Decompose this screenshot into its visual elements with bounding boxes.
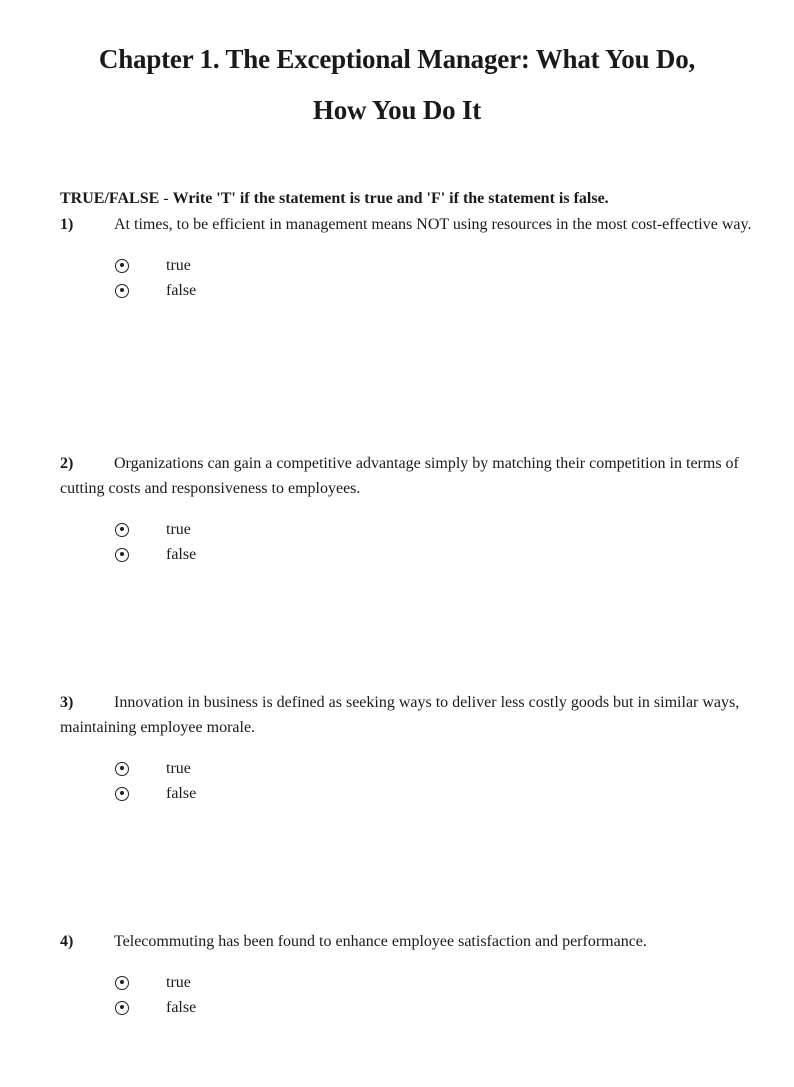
option-label: true [166,520,191,538]
option-label: true [166,759,191,777]
answer-options [60,970,760,1020]
question-1 [60,212,760,303]
option-label: true [166,256,191,274]
answer-options [60,756,760,806]
page-subtitle: How You Do It [312,95,482,125]
option-label: false [166,998,197,1016]
question-text [60,690,760,740]
question-2 [60,451,760,567]
instructions-type: TRUE/FALSE [60,190,160,207]
question-number: 4) [60,933,74,950]
option-true[interactable] [60,253,760,278]
instructions-text: Write 'T' if the statement is true and 'F' if the statement is false. [172,190,609,207]
radio-button-icon[interactable] [115,1001,129,1015]
option-label: false [166,784,197,802]
question-text [60,212,760,237]
option-false[interactable] [60,781,760,806]
radio-button-icon[interactable] [115,284,129,298]
option-true[interactable] [60,970,760,995]
question-statement: Telecommuting has been found to enhance employee satisfaction and performance. [114,933,647,950]
radio-button-icon[interactable] [115,976,129,990]
question-text [60,451,760,501]
answer-options [60,517,760,567]
radio-button-icon[interactable] [115,762,129,776]
instructions [60,190,609,208]
question-statement: At times, to be efficient in management means NOT using resources in the most cost-effective way. [114,216,752,233]
option-label: false [166,281,197,299]
question-text [60,929,760,954]
option-false[interactable] [60,278,760,303]
instructions-separator: - [159,190,173,207]
radio-button-icon[interactable] [115,787,129,801]
question-number: 2) [60,455,74,472]
radio-button-icon[interactable] [115,548,129,562]
question-statement: Innovation in business is defined as seeking ways to deliver less costly goods but in similar ways, maintaining employee morale. [60,694,740,736]
page-title: Chapter 1. The Exceptional Manager: What You Do, [98,44,696,74]
option-true[interactable] [60,517,760,542]
option-false[interactable] [60,542,760,567]
radio-button-icon[interactable] [115,259,129,273]
answer-options [60,253,760,303]
question-4 [60,929,760,1020]
option-label: false [166,545,197,563]
question-number: 3) [60,694,74,711]
option-false[interactable] [60,995,760,1020]
option-true[interactable] [60,756,760,781]
question-statement: Organizations can gain a competitive advantage simply by matching their competition in terms of cutting costs and responsiveness to employees. [60,455,739,497]
question-3 [60,690,760,806]
question-number: 1) [60,216,74,233]
radio-button-icon[interactable] [115,523,129,537]
option-label: true [166,973,191,991]
